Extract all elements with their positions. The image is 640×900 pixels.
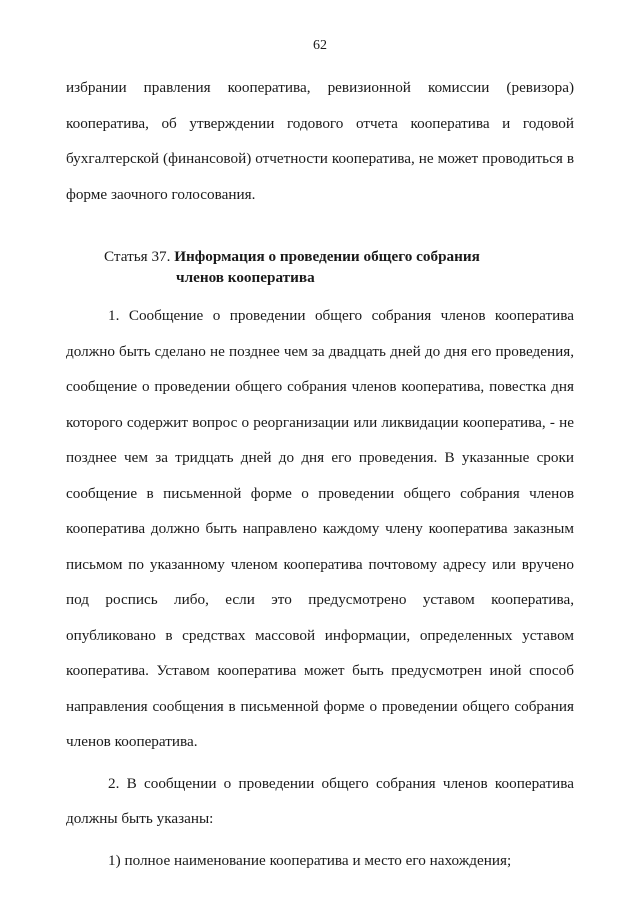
list-item: 1) полное наименование кооператива и место его нахождения;	[108, 851, 512, 869]
page-number: 62	[313, 38, 327, 53]
article-label: Статья 37.	[104, 248, 171, 265]
continuation-paragraph: избрании правления кооператива, ревизионной комиссии (ревизора) кооператива, об утверждении годового отчета кооператива и годовой бухгалтерской (финансовой) отчетности кооператива, не может проводиться в форме заочного голосования.	[66, 79, 574, 203]
document-body	[66, 70, 574, 878]
article-heading	[104, 246, 574, 288]
article-title-line2: членов кооператива	[176, 269, 315, 286]
paragraph-2: 2. В сообщении о проведении общего собрания членов кооператива должны быть указаны:	[66, 774, 574, 827]
paragraph-1: 1. Сообщение о проведении общего собрания членов кооператива должно быть сделано не позднее чем за двадцать дней до дня его проведения, сообщение о проведении общего собрания членов кооператива, повестка дня которого содержит вопрос о реорганизации или ликвидации кооператива, - не позднее чем за тридцать дней до дня его проведения. В указанные сроки сообщение в письменной форме о проведении общего собрания членов кооператива должно быть направлено каждому члену кооператива заказным письмом по указанному членом кооператива почтовому адресу или вручено под роспись либо, если это предусмотрено уставом кооператива, опубликовано в средствах массовой информации, определенных уставом кооператива. Уставом кооператива может быть предусмотрен иной способ направления сообщения в письменной форме о проведении общего собрания членов кооператива.	[66, 307, 574, 750]
article-title-line1: Информация о проведении общего собрания	[174, 248, 480, 265]
